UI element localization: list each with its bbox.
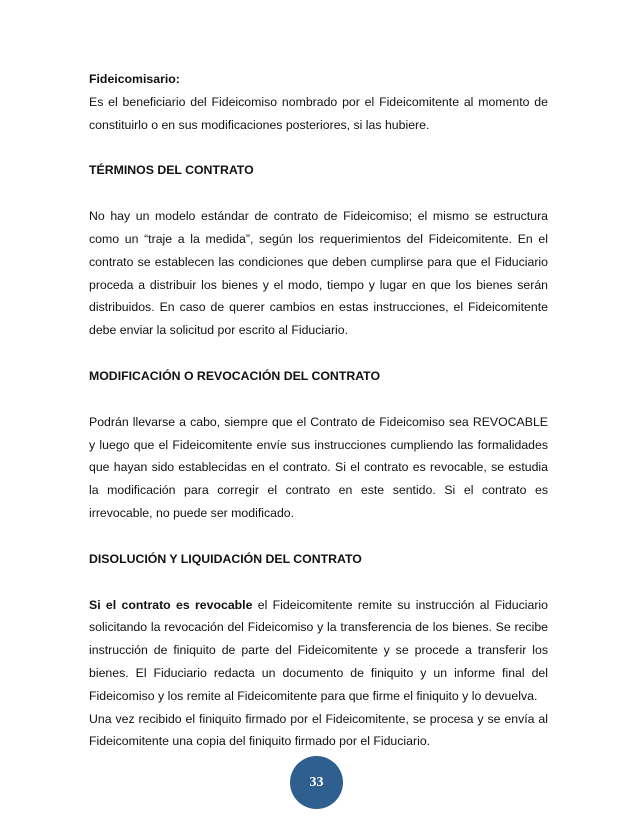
fideicomisario-title: Fideicomisario: bbox=[89, 72, 180, 86]
disolucion-paragraph-2: Una vez recibido el finiquito firmado por el Fideicomitente, se procesa y se envía al Fideicomitente una copia del finiquito firmado por el Fiduciario. bbox=[89, 711, 548, 749]
disolucion-body-rest: el Fideicomitente remite su instrucción al Fiduciario solicitando la revocación del Fideicomiso y la transferencia de los bienes. Se recibe instrucción de finiquito de parte del Fideicomitente y se procede a transferir los bienes. El Fiduciario redacta un documento de finiquito y un informe final del Fideicomiso y los remite al Fideicomitente para que firme el finiquito y lo devuelva. bbox=[89, 597, 548, 703]
disolucion-lead-bold: Si el contrato es revocable bbox=[89, 597, 253, 612]
disolucion-paragraph bbox=[89, 594, 548, 708]
modificacion-heading: MODIFICACIÓN O REVOCACIÓN DEL CONTRATO bbox=[89, 368, 381, 383]
terminos-heading: TÉRMINOS DEL CONTRATO bbox=[89, 163, 254, 178]
fideicomisario-definition: Es el beneficiario del Fideicomiso nombrado por el Fideicomitente al momento de constituirlo o en sus modificaciones posteriores, si las hubiere. bbox=[89, 94, 548, 132]
terminos-paragraph: No hay un modelo estándar de contrato de Fideicomiso; el mismo se estructura como un “traje a la medida”, según los requerimientos del Fideicomitente. En el contrato se establecen las condiciones que deben cumplirse para que el Fiduciario proceda a distribuir los bienes y el modo, tiempo y lugar en que los bienes serán distribuidos. En caso de querer cambios en estas instrucciones, el Fideicomitente debe enviar la solicitud por escrito al Fiduciario. bbox=[89, 209, 548, 338]
disolucion-heading: DISOLUCIÓN Y LIQUIDACIÓN DEL CONTRATO bbox=[89, 551, 362, 566]
page-number-badge: 33 bbox=[290, 756, 343, 809]
modificacion-paragraph: Podrán llevarse a cabo, siempre que el Contrato de Fideicomiso sea REVOCABLE y luego que el Fideicomitente envíe sus instrucciones cumpliendo las formalidades que hayan sido establecidas en el contrato. Si el contrato es revocable, se estudia la modificación para corregir el contrato en este sentido. Si el contrato es irrevocable, no puede ser modificado. bbox=[89, 414, 548, 520]
document-page bbox=[89, 68, 548, 753]
